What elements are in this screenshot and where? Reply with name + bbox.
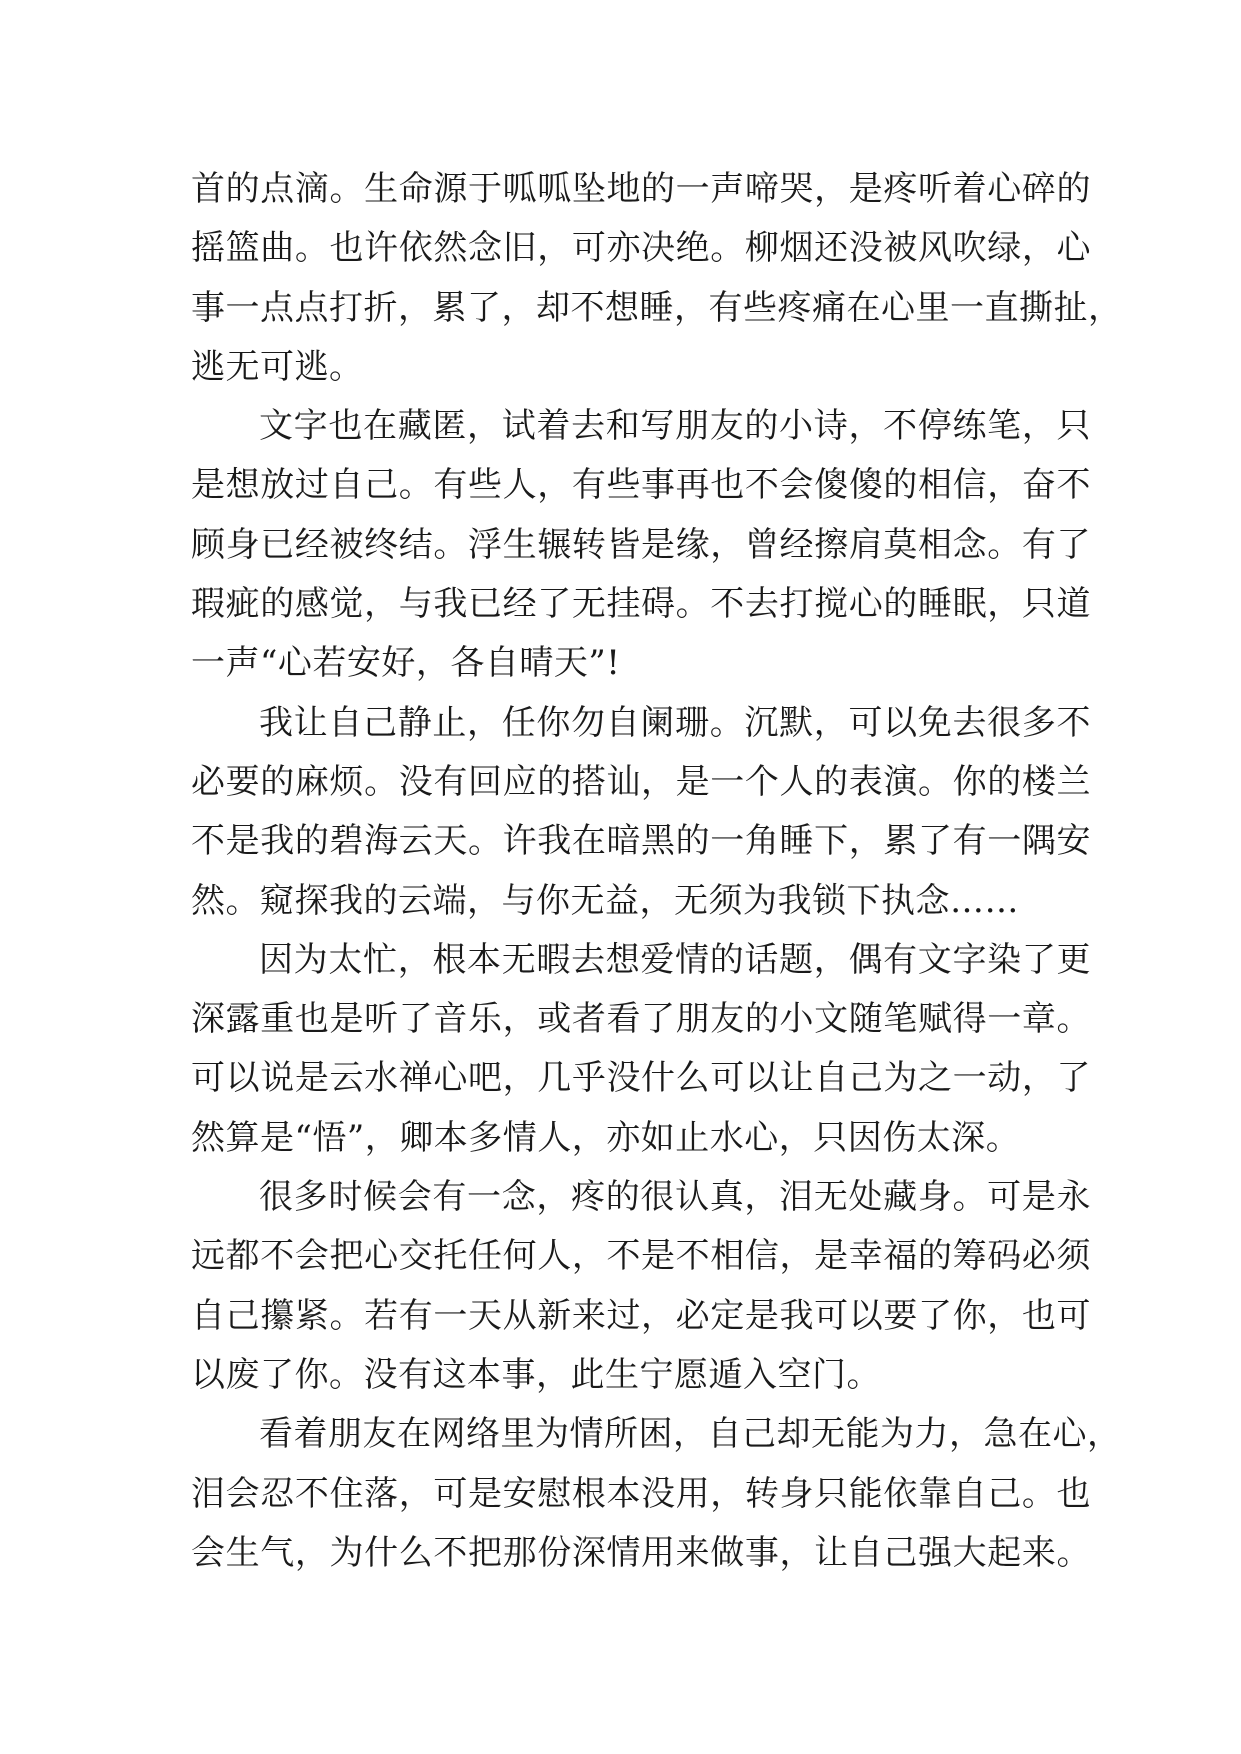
text-line: 深露重也是听了音乐，或者看了朋友的小文随笔赋得一章。 — [191, 999, 1091, 1040]
paragraph — [191, 694, 1091, 931]
text-line: 摇篮曲。也许依然念旧，可亦决绝。柳烟还没被风吹绿，心 — [191, 228, 1091, 269]
text-line: 我让自己静止，任你勿自阑珊。沉默，可以免去很多不 — [259, 702, 1091, 743]
text-line: 泪会忍不住落，可是安慰根本没用，转身只能依靠自己。也 — [191, 1473, 1091, 1514]
text-line: 不是我的碧海云天。许我在暗黑的一角睡下，累了有一隅安 — [191, 821, 1091, 862]
paragraph — [191, 931, 1091, 1168]
text-line: 是想放过自己。有些人，有些事再也不会傻傻的相信，奋不 — [191, 465, 1091, 506]
text-line: 然。窥探我的云端，与你无益，无须为我锁下执念…… — [191, 880, 1019, 921]
text-line: 会生气，为什么不把那份深情用来做事，让自己强大起来。 — [191, 1532, 1091, 1573]
text-line: 因为太忙，根本无暇去想爱情的话题，偶有文字染了更 — [259, 939, 1091, 980]
text-line: 顾身已经被终结。浮生辗转皆是缘，曾经擦肩莫相念。有了 — [191, 524, 1091, 565]
text-line: 一声“心若安好，各自晴天”! — [191, 643, 621, 684]
text-line: 必要的麻烦。没有回应的搭讪，是一个人的表演。你的楼兰 — [191, 761, 1091, 802]
text-line: 瑕疵的感觉，与我已经了无挂碍。不去打搅心的睡眠，只道 — [191, 584, 1091, 625]
text-line: 逃无可逃。 — [191, 346, 364, 387]
paragraph — [191, 397, 1091, 693]
text-line: 很多时候会有一念，疼的很认真，泪无处藏身。可是永 — [259, 1177, 1091, 1218]
text-line: 然算是“悟”，卿本多情人，亦如止水心，只因伤太深。 — [191, 1117, 1021, 1158]
paragraph — [191, 1405, 1122, 1583]
body-text — [191, 160, 1123, 1583]
text-line: 文字也在藏匿，试着去和写朋友的小诗，不停练笔，只 — [259, 406, 1091, 447]
text-line: 看着朋友在网络里为情所困，自己却无能为力，急在心， — [259, 1414, 1122, 1455]
text-line: 远都不会把心交托任何人，不是不相信，是幸福的筹码必须 — [191, 1236, 1091, 1277]
paragraph — [191, 1168, 1091, 1405]
text-line: 事一点点打折，累了，却不想睡，有些疼痛在心里一直撕扯， — [191, 287, 1123, 328]
text-line: 以废了你。没有这本事，此生宁愿遁入空门。 — [191, 1354, 881, 1395]
paragraph — [191, 160, 1123, 397]
text-line: 自己攥紧。若有一天从新来过，必定是我可以要了你，也可 — [191, 1295, 1091, 1336]
text-line: 可以说是云水禅心吧，几乎没什么可以让自己为之一动，了 — [191, 1058, 1091, 1099]
text-line: 首的点滴。生命源于呱呱坠地的一声啼哭，是疼听着心碎的 — [191, 169, 1091, 209]
